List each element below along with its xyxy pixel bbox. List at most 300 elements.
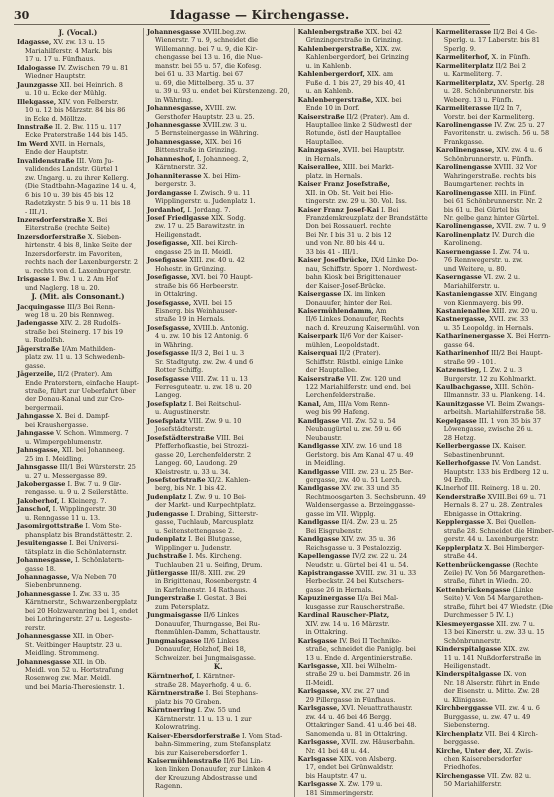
entry-continuation <box>147 332 290 340</box>
street-name: Kaisergasse <box>297 290 342 299</box>
street-name: Johannesgasse <box>146 120 201 129</box>
street-name: Kiesmeyergasse <box>435 619 495 628</box>
entry-text: Bei Eisgrubenstr. <box>305 526 363 535</box>
entry-continuation <box>17 607 139 615</box>
street-entry <box>17 446 139 454</box>
entry-continuation <box>147 544 290 552</box>
street-entry <box>147 206 290 214</box>
entry-text: in Währing. <box>154 95 194 104</box>
entry-continuation <box>147 197 290 205</box>
entry-text: in Ecke d. Mölltze. <box>25 114 87 123</box>
entry-text: XIV. zw. 16 und 18 <box>339 442 402 451</box>
entry-text: bis Hauptstr. 47 u. <box>305 771 367 780</box>
entry-text: II/6 Linkes Donauufer, Rechts <box>305 315 404 324</box>
street-name: Kandlgasse <box>297 484 340 493</box>
entry-continuation <box>147 628 290 636</box>
column-1 <box>14 28 144 797</box>
entry-text: I. Vom Ste- <box>83 522 122 531</box>
entry-continuation <box>17 106 139 114</box>
street-name: Jahnsgasse <box>17 463 58 472</box>
street-entry <box>298 687 428 695</box>
street-entry <box>17 233 139 241</box>
entry-continuation <box>17 258 139 266</box>
entry-continuation <box>147 740 290 748</box>
entry-continuation <box>436 780 554 788</box>
entry-continuation <box>298 138 428 146</box>
street-entry <box>436 332 554 340</box>
street-name: Invalidenstraße <box>17 156 75 165</box>
street-name: Kardinal Rauscher-Platz, <box>297 611 390 620</box>
street-entry <box>17 632 139 640</box>
street-name: Kaisermühlenstraße <box>146 756 222 765</box>
street-name: Johannesgasse <box>17 632 71 641</box>
entry-text: Illmannstr. 33 u. Plankeng. 14. <box>443 391 546 400</box>
entry-text: IV. Zwischen 79 u. 81 <box>55 63 129 72</box>
street-name: Karlsgasse, <box>297 704 340 713</box>
entry-text: Don bei Rossauerl. rechte <box>305 222 392 231</box>
entry-text: 25 im I. Meidling. <box>25 454 84 463</box>
entry-text: validendes Landstr. Gürtel 1 <box>25 165 119 174</box>
entry-text: I. Bei <box>379 205 399 214</box>
entry-text: weg 18 u. 20 bis Rennweg. <box>25 310 115 319</box>
entry-text: 6 bis 10 u. 39 bis 45 bis 12 <box>25 190 114 199</box>
entry-continuation <box>147 459 290 467</box>
street-name: Jütlergasse <box>146 569 189 577</box>
street-entry <box>436 248 554 256</box>
entry-text: Neudstr. u. Gürtel bei 41 u. 54. <box>305 560 409 569</box>
entry-text: Hauptstr. 133 bis Erdberg 12 u. <box>443 467 549 476</box>
entry-text: Schweizer. bei Jungmaisgasse. <box>154 653 256 662</box>
entry-continuation <box>298 654 428 662</box>
entry-text: bergermaii. <box>25 403 64 412</box>
street-name: Johannesgasse, <box>146 137 204 146</box>
entry-text: straße 28. Mayerhofg. 4 u. 6. <box>154 680 252 689</box>
street-name: Kenderstraße <box>435 492 486 501</box>
entry-continuation <box>298 265 428 273</box>
entry-continuation <box>17 72 139 80</box>
entry-continuation <box>17 148 139 156</box>
entry-continuation <box>147 265 290 273</box>
entry-continuation <box>17 379 139 387</box>
street-entry <box>436 62 554 70</box>
entry-continuation <box>17 165 139 173</box>
entry-text: der Hauptallee. <box>305 366 358 375</box>
entry-continuation <box>436 628 554 636</box>
entry-continuation <box>436 425 554 433</box>
entry-text: rerstr. <box>25 623 46 632</box>
street-entry <box>298 70 428 78</box>
street-name: Jahngasse <box>17 429 54 438</box>
street-name: Josefstorfstraße <box>146 476 206 485</box>
entry-continuation <box>298 501 428 509</box>
street-name: Jahngasse <box>17 412 54 421</box>
entry-text: 10 u. 12 bis Märzstr. 84 bis 86 <box>25 106 126 115</box>
street-entry <box>298 780 428 788</box>
street-name: Irisgasse <box>17 275 50 284</box>
entry-continuation <box>17 328 139 336</box>
street-name: Kastanienallee <box>435 306 490 315</box>
entry-continuation <box>17 89 139 97</box>
street-name: Johannesgasse <box>17 657 71 666</box>
street-entry <box>436 417 554 425</box>
street-entry <box>17 98 139 106</box>
entry-text: II/2 Bei 4 Ge- <box>491 28 538 36</box>
entry-continuation <box>298 510 428 518</box>
entry-continuation <box>298 408 428 416</box>
entry-text: Ottakringer Sand. 41 u.46 bei 48. <box>305 721 417 730</box>
street-name: Kapuzinergasse <box>297 594 356 603</box>
street-entry <box>436 518 554 526</box>
street-name: Kegelgasse <box>435 416 477 425</box>
entry-text: X. Bei Quellen- <box>484 518 537 527</box>
street-entry <box>147 324 290 332</box>
entry-text: rechts nach der Laxenburgerstr. 2 <box>25 258 138 267</box>
street-name: Karolinenplatz <box>435 230 490 239</box>
entry-continuation <box>436 594 554 602</box>
entry-continuation <box>17 199 139 207</box>
street-name: Jungerstraße <box>146 594 195 603</box>
street-name: Kaiserstraße <box>297 112 345 121</box>
street-entry <box>147 493 290 501</box>
entry-continuation <box>147 527 290 535</box>
entry-text: XVIII.b. Antonig. <box>191 323 249 332</box>
entry-text: Mariahilferstr. 4 Mark. bis <box>25 46 113 55</box>
street-name: Kaiser Franz Josef-Kai <box>297 205 379 214</box>
entry-continuation <box>436 763 554 771</box>
street-entry <box>298 552 428 560</box>
street-name: Johannagasse, <box>17 573 70 581</box>
entry-text: IV. Durch die <box>489 230 535 239</box>
entry-continuation <box>436 603 554 611</box>
entry-continuation <box>436 129 554 137</box>
entry-continuation <box>298 53 428 61</box>
entry-text: von Kienmayerg. bis 99. <box>443 298 524 307</box>
entry-text: rengasse. u. 9 u. 2 Seilerstätte. <box>25 488 129 497</box>
entry-text: in Brigittenau, Rosenbergstr. 4 <box>154 577 258 586</box>
entry-text: Waldensergasse a. Brzeinggasse- <box>305 501 416 510</box>
entry-text: Kleistrestr. u. 33 u. 34. <box>154 467 231 476</box>
entry-text: XVII. bei Hauptstr. <box>340 146 405 155</box>
street-name: Kirchengasse <box>435 771 486 780</box>
entry-text: I. Zw. 2 u. 3 <box>481 366 523 375</box>
street-name: Kepplergasse <box>435 518 485 527</box>
street-name: Kahlenbergstraße <box>297 28 364 36</box>
entry-continuation <box>436 535 554 543</box>
street-name: Kellerbergasse <box>435 442 491 451</box>
entry-continuation <box>436 299 554 307</box>
street-name: Johannesgasse <box>17 589 71 598</box>
street-entry <box>147 214 290 222</box>
entry-text: IV/2 zw. 22 u. 24 <box>350 552 408 561</box>
entry-continuation <box>147 468 290 476</box>
street-name: Kandlgasse <box>297 535 340 544</box>
entry-text: straße, führt in Wiedn. 20. <box>443 577 532 586</box>
street-entry <box>436 53 554 61</box>
street-entry <box>17 429 139 437</box>
entry-text: Kärntnerstr., Schwarzenbergplatz <box>25 598 138 607</box>
street-entry <box>436 189 554 197</box>
entry-continuation <box>298 721 428 729</box>
entry-text: der Donau-Kanal und zur Cro- <box>25 395 125 404</box>
entry-text: XII. bei Johanneeg. <box>59 446 125 455</box>
entry-text: bahn-Simmering, zum Stefansplatz <box>154 740 271 749</box>
street-entry <box>147 476 290 484</box>
entry-text: I. Bei Universi- <box>67 539 119 548</box>
entry-text: VII. Zw. 82 u. <box>485 771 532 780</box>
entry-text: X. Bei d. Dampf- <box>53 412 110 421</box>
street-name: Kandlgasse <box>297 467 340 476</box>
street-entry <box>436 146 554 154</box>
entry-continuation <box>147 62 290 70</box>
entry-continuation <box>147 163 290 171</box>
entry-continuation <box>298 603 428 611</box>
entry-continuation <box>147 442 290 450</box>
entry-text: Rechtmoosgarten 3. Sechsbrunn. 49 <box>305 492 426 501</box>
entry-text: Burgerstr. 12 zu Kohlmarkt. <box>443 374 537 383</box>
entry-text: bei Kraushergasse. <box>25 420 89 429</box>
entry-continuation <box>17 421 139 429</box>
entry-text: (Linke <box>510 585 534 594</box>
street-name: Kahlenbergerstraße, <box>297 44 374 53</box>
entry-text: bergerstr. 3. <box>154 180 196 189</box>
street-name: Josefsgasse, <box>146 323 192 332</box>
entry-text: XII. bei Heinrich. 8 <box>57 80 123 89</box>
entry-continuation <box>147 36 290 44</box>
entry-text: II/2 (Prater). Am <box>55 370 113 379</box>
street-entry <box>147 757 290 765</box>
entry-continuation <box>17 182 139 190</box>
entry-continuation <box>147 484 290 492</box>
street-entry <box>298 332 428 340</box>
entry-text: der Markt- und Kurpechtplatz. <box>154 501 256 510</box>
street-entry <box>298 569 428 577</box>
street-name: Josefsplatz <box>146 416 187 425</box>
entry-continuation <box>147 383 290 391</box>
entry-continuation <box>17 55 139 63</box>
street-name: Josefigasse <box>146 256 188 265</box>
entry-text: hirtenstr. 4 bis 8, linke Seite der <box>25 241 132 250</box>
entry-text: chengasse bei 13 u. 16, die Nue- <box>154 53 263 62</box>
street-name: Kaserngasse <box>435 273 482 282</box>
street-entry <box>17 463 139 471</box>
street-entry <box>436 307 554 315</box>
street-entry <box>17 497 139 505</box>
entry-continuation <box>436 197 554 205</box>
street-entry <box>436 315 554 323</box>
entry-text: u. 28. Schönbrunnerstr. bis <box>443 87 534 96</box>
street-entry <box>436 383 554 391</box>
entry-text: gasse, Tuchlaub, Marcusplatz <box>154 518 254 527</box>
entry-text: in Ottakring. <box>305 628 348 637</box>
entry-text: Langeg. 60, Laudong. 29 <box>154 459 238 468</box>
entry-text: XIX. Sodg. <box>209 213 246 222</box>
street-name: Johanniterasse <box>146 171 202 180</box>
entry-continuation <box>17 131 139 139</box>
entry-continuation <box>147 765 290 773</box>
entry-continuation <box>436 391 554 399</box>
entry-text: 181 Simmeringerstr. <box>305 788 374 797</box>
entry-text: Hauptallee linke 2 Südwestl der <box>305 120 412 129</box>
entry-continuation <box>147 70 290 78</box>
entry-text: bis zur Kaiserebersdorfer 1. <box>154 748 248 757</box>
entry-text: Willemanng. bei 7 u. 9, die Kir- <box>154 44 258 53</box>
street-name: Karolinengasse <box>435 120 493 129</box>
street-entry <box>17 38 139 46</box>
entry-text: straße, schneidet die Paniglg. bei <box>305 645 416 654</box>
entry-continuation <box>17 267 139 275</box>
entry-continuation <box>298 315 428 323</box>
entry-continuation <box>298 36 428 44</box>
street-name: Kirche, Unter der, <box>435 746 502 755</box>
street-name: Jordangasse <box>146 188 192 197</box>
street-entry <box>17 64 139 72</box>
entry-text: I. Zw. 74 u. <box>490 247 530 256</box>
entry-text: Hernals 8. 27 u. 28. Zentrales <box>443 501 543 510</box>
entry-continuation <box>298 391 428 399</box>
street-name: Kirchberggasse <box>435 704 493 713</box>
entry-continuation <box>436 679 554 687</box>
section-heading: J. (Vocal.) <box>58 28 98 37</box>
entry-continuation <box>17 598 139 606</box>
entry-text: I. Johanneeg. 2, <box>194 154 249 163</box>
street-entry <box>147 611 290 619</box>
entry-text: manstr. bei 55 u. 57, die Kofesg. <box>154 61 262 70</box>
entry-continuation <box>147 315 290 323</box>
page-header <box>14 6 490 25</box>
entry-text: platz zw. 11 u. 13 Schwedenb- <box>25 353 125 362</box>
entry-text: XIV. zw. 4 u. 6 <box>494 146 543 155</box>
street-entry <box>17 345 139 353</box>
entry-continuation <box>147 577 290 585</box>
entry-continuation <box>436 324 554 332</box>
street-entry <box>436 79 554 87</box>
entry-text: berggasse. <box>443 738 480 747</box>
entry-text: VI. zw. 2 u. <box>481 273 521 282</box>
entry-text: Lerchenfelderstraße. <box>305 391 376 400</box>
entry-text: Langeg. <box>154 391 182 400</box>
entry-continuation <box>17 404 139 412</box>
street-name: Jahnsgasse, <box>17 446 60 455</box>
street-entry <box>147 400 290 408</box>
entry-text: XII. bei Wilhelm- <box>339 661 397 670</box>
entry-continuation <box>147 307 290 315</box>
entry-text: - III./1. <box>25 207 48 216</box>
entry-text: u. an Kahlenb. <box>305 87 354 96</box>
entry-text: platz bis 70 Graben. <box>154 697 222 706</box>
entry-text: I. Wipplingerstr. 30 <box>50 505 117 514</box>
street-entry <box>436 104 554 112</box>
entry-text: Vorstr. bei der Karmeliterg. <box>443 112 535 121</box>
street-name: Karolinengasse, <box>435 146 495 155</box>
street-entry <box>17 556 139 564</box>
entry-continuation <box>147 391 290 399</box>
street-name: Jordanhof, <box>146 205 186 214</box>
street-entry <box>17 319 139 327</box>
entry-continuation <box>298 222 428 230</box>
page-number: 30 <box>14 8 30 22</box>
entry-text: X. Sieben- <box>85 232 122 241</box>
street-entry <box>147 637 290 645</box>
entry-text: VII. Zw. 52 u. 54 <box>339 416 396 425</box>
entry-text: Nr. 18 Alserstr. führt in Ende <box>443 678 540 687</box>
entry-text: XIV. zw. 35 u. 36 <box>339 535 396 544</box>
entry-text: I. Bei Blutgasse, <box>186 535 242 544</box>
street-entry <box>298 256 428 264</box>
entry-continuation <box>147 782 290 790</box>
street-name: Josefstädterstraße <box>146 433 215 442</box>
entry-text: X. Bei Herrn- <box>504 332 551 341</box>
entry-text: II/4. Zw. 23 u. 25 <box>339 518 398 527</box>
street-entry <box>298 518 428 526</box>
entry-continuation <box>298 425 428 433</box>
entry-text: in Ottakring. <box>154 290 198 299</box>
entry-text: engasse 25 in II. Meidl. <box>154 247 233 256</box>
street-name: Jadengasse <box>17 319 58 328</box>
entry-text: straße 29 u. bei Dammstr. 26 in <box>305 670 411 679</box>
street-entry <box>147 535 290 543</box>
entry-continuation <box>436 662 554 670</box>
entry-continuation <box>436 36 554 44</box>
entry-text: XVIII. zw. <box>203 104 237 113</box>
entry-text: XII. zw. 7 u. <box>494 619 535 628</box>
entry-continuation <box>147 681 290 689</box>
street-entry <box>298 637 428 645</box>
entry-continuation <box>147 723 290 731</box>
street-name: Kastaniengasse <box>435 290 493 299</box>
entry-continuation <box>17 387 139 395</box>
entry-text: VII. Zw. 120 und <box>344 374 401 383</box>
entry-text: Sperlg. 9. <box>443 44 476 53</box>
street-name: Josefsgasse <box>146 374 189 383</box>
street-name: Kapellengasse <box>297 552 351 561</box>
entry-continuation <box>298 197 428 205</box>
directory-columns <box>14 28 554 797</box>
street-entry <box>298 417 428 425</box>
entry-text: der Kreuzung Abdostrasse und <box>154 773 258 782</box>
entry-continuation <box>17 336 139 344</box>
street-name: Kaiserquai <box>297 349 338 358</box>
entry-text: gergasse, zw. 40 u. 51 Lerch. <box>305 476 402 485</box>
entry-text: weg bis 99 Hafeng. <box>305 408 370 417</box>
entry-text: I. Kleinerg. 7. <box>59 496 107 505</box>
street-entry <box>147 672 290 680</box>
street-name: Katharinenergasse <box>435 332 505 341</box>
entry-text: I. Kärntner- <box>194 672 236 681</box>
street-name: Kainzgasse, <box>297 146 341 155</box>
street-name: Jacquingasse <box>17 302 65 311</box>
entry-text: 29 Pillergasse in Fünfhaus. <box>305 695 396 704</box>
entry-continuation <box>436 577 554 585</box>
entry-text: 4 u. zw. 10 bis 12 Antonig. 6 <box>154 332 249 341</box>
entry-text: platz. in Hernals. <box>305 171 363 180</box>
street-entry <box>147 104 290 112</box>
street-name: K. <box>435 484 444 493</box>
entry-text: Sperlg. u. 17 Laberstr. bis 81 <box>443 36 541 45</box>
entry-text: Meidl. von 52 u. Hortstrafung <box>25 665 124 674</box>
street-entry <box>17 275 139 283</box>
entry-continuation <box>147 290 290 298</box>
street-name: Kärntnerhof, <box>146 672 195 681</box>
street-name: Karolinengasse <box>435 188 493 197</box>
entry-continuation <box>436 214 554 222</box>
entry-text: XVIII. zw. 31 u. 33 <box>353 569 417 577</box>
entry-continuation <box>436 113 554 121</box>
entry-text: I. Vom Stad- <box>239 731 283 740</box>
entry-text: bis 61 u. Bei Gürtel bis <box>443 205 520 214</box>
street-entry <box>436 459 554 467</box>
entry-text: Mariahilferstr. u. <box>443 281 500 290</box>
street-entry <box>436 366 554 374</box>
